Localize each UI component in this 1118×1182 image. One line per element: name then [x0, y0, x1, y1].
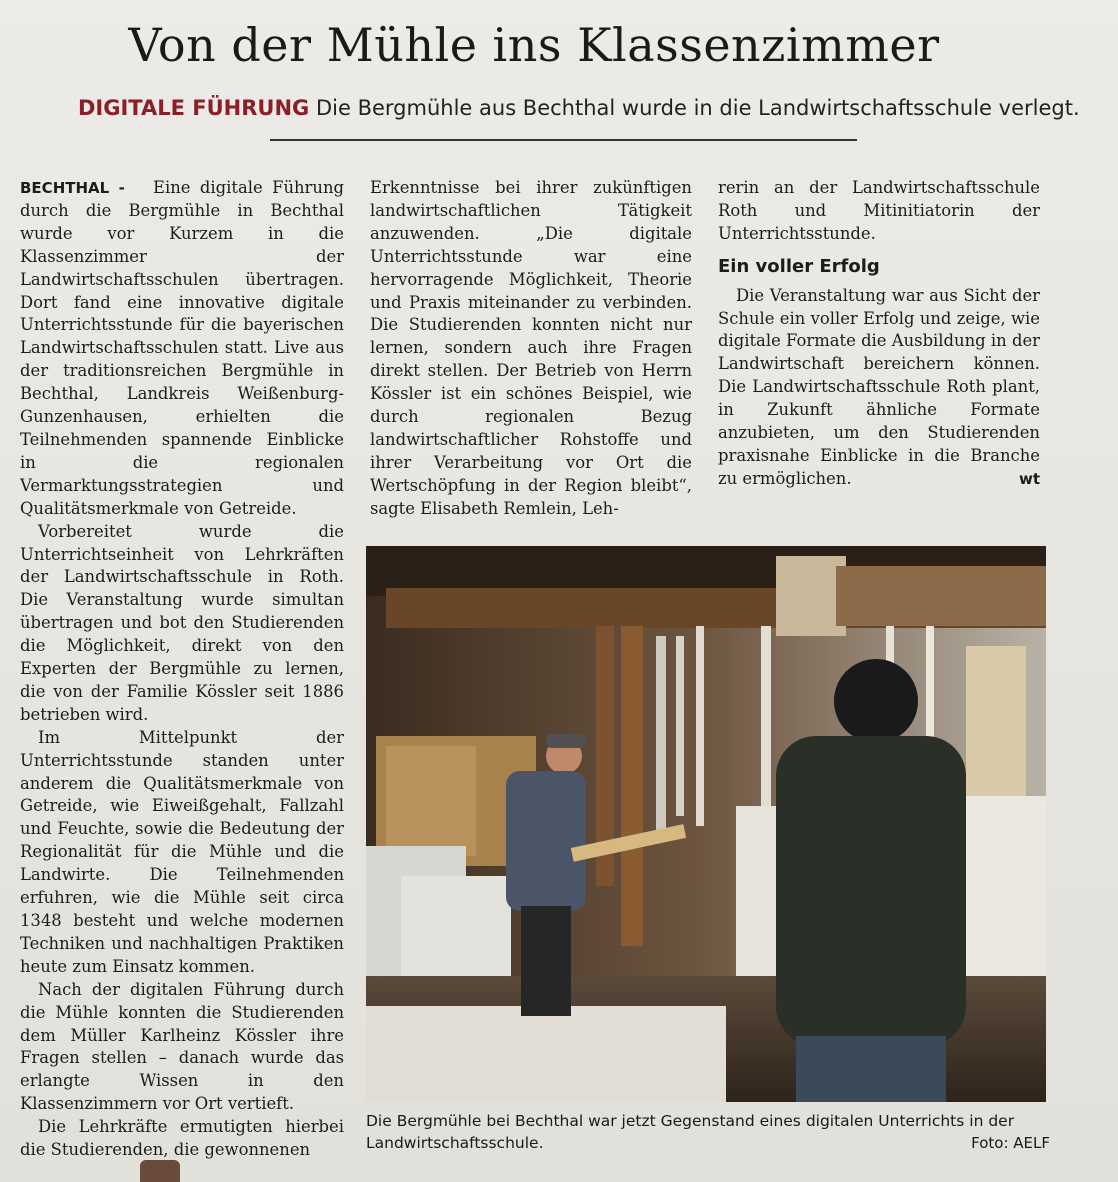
paragraph-5: Die Lehrkräfte ermutigten hierbei die Studierenden, die gewonnenen	[20, 1117, 344, 1160]
article-column-3	[718, 177, 1040, 491]
mill-photo	[366, 546, 1046, 1102]
paragraph-8: Die Veranstaltung war aus Sicht der Schule ein voller Erfolg und zeige, wie digitale Formate die Ausbildung in der Landwirtschaft bereichern können. Die Landwirtschaftsschule Roth plant, in Zukunft ähnliche Formate anzubieten, um den Studierenden praxisnahe Einblicke in die Branche zu ermöglichen.	[718, 285, 1040, 488]
headline-rule	[270, 139, 857, 141]
section-subhead: Ein voller Erfolg	[718, 255, 880, 277]
mill-interior-image	[366, 546, 1046, 1102]
paragraph-7: rerin an der Landwirtschaftsschule Roth und Mitinitiatorin der Unterrichtsstunde.	[718, 178, 1040, 243]
headline: Von der Mühle ins Klassenzimmer	[128, 18, 940, 72]
paragraph-4: Nach der digitalen Führung durch die Mühle konnten die Studierenden dem Müller Karlheinz Kössler ihre Fragen stellen – danach wurde das erlangte Wissen in den Klassenzimmern vor Ort vertieft.	[20, 979, 344, 1114]
paragraph-6: Erkenntnisse bei ihrer zukünftigen landwirtschaftlichen Tätigkeit anzuwenden. „Die digitale Unterrichtsstunde war eine hervorragende Möglichkeit, Theorie und Praxis miteinander zu verbinden. Die Studierenden konnten nicht nur lernen, sondern auch ihre Fragen direkt stellen. Der Betrieb von Herrn Kössler ist ein schönes Beispiel, wie durch regionalen Bezug landwirtschaftlicher Rohstoffe und ihrer Verarbeitung vor Ort die Wertschöpfung in der Region bleibt“, sagte Elisabeth Remlein, Leh-	[370, 178, 692, 518]
paragraph-2: Vorbereitet wurde die Unterrichtseinheit von Lehrkräften der Landwirtschaftsschule in Roth. Die Veranstaltung wurde simultan übertragen und bot den Studierenden die Möglichkeit, direkt von den Experten der Bergmühle zu lernen, die von der Familie Kössler seit 1886 betrieben wird.	[20, 521, 344, 724]
subheadline-line	[78, 96, 1078, 120]
paragraph-1: Eine digitale Führung durch die Bergmühle in Bechthal wurde vor Kurzem in die Klassenzimmer der Landwirtschaftsschulen übertragen. Dort fand eine innovative digitale Unterrichtsstunde für die bayerischen Landwirtschaftsschulen statt. Live aus der traditionsreichen Bergmühle in Bechthal, Landkreis Weißenburg-Gunzenhausen, erhielten die Teilnehmenden spannende Einblicke in die regionalen Vermarktungsstrategien und Qualitätsmerkmale von Getreide.	[20, 178, 344, 518]
photo-caption: Die Bergmühle bei Bechthal war jetzt Gegenstand eines digitalen Unterrichts in der Landwirtschaftsschule.	[366, 1112, 1015, 1152]
article-column-1	[20, 177, 344, 1162]
paragraph-3: Im Mittelpunkt der Unterrichtsstunde standen unter anderem die Qualitätsmerkmale von Getreide, wie Eiweißgehalt, Fallzahl und Feuchte, sowie die Bedeutung der Regionalität für die Mühle und die Landwirte. Die Teilnehmenden erfuhren, wie die Mühle seit circa 1348 besteht und welche modernen Techniken und nachhaltigen Praktiken heute zum Einsatz kommen.	[20, 727, 344, 976]
kicker: DIGITALE FÜHRUNG	[78, 96, 310, 120]
subheadline: Die Bergmühle aus Bechthal wurde in die Landwirtschaftsschule verlegt.	[315, 96, 1080, 120]
paper-clip-tab	[140, 1160, 180, 1182]
dateline: BECHTHAL -	[20, 179, 125, 197]
photo-credit: Foto: AELF	[971, 1134, 1050, 1152]
article-column-2	[370, 177, 692, 521]
author-initials: wt	[1018, 469, 1040, 488]
